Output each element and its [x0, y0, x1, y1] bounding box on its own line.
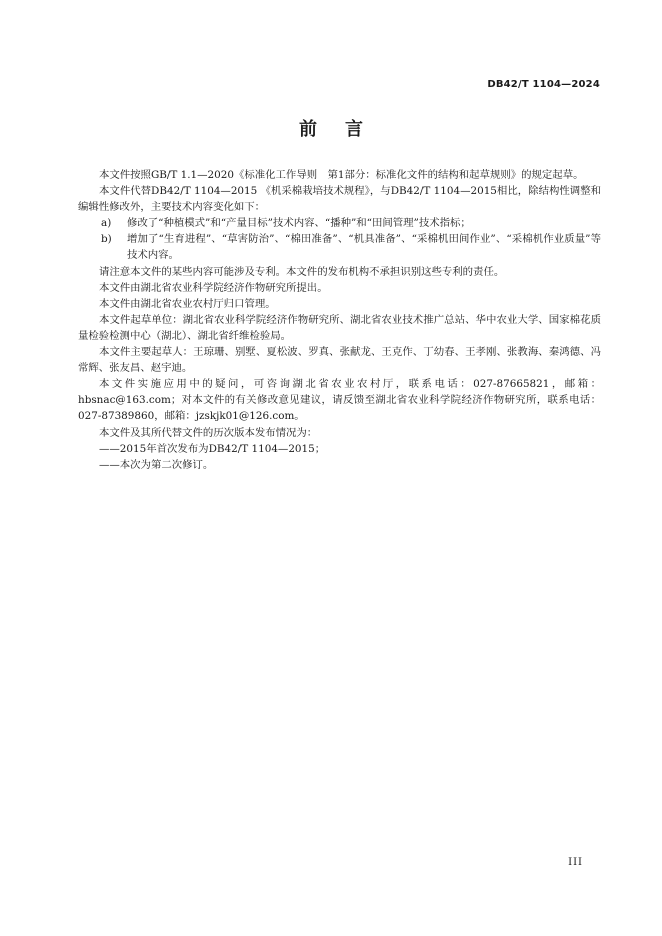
page-number: III — [568, 857, 583, 868]
page-title — [0, 115, 662, 141]
list-item — [78, 215, 601, 231]
title-char-1: 前 — [299, 119, 317, 140]
paragraph-contact: 本文件实施应用中的疑问，可咨询湖北省农业农村厅，联系电话：027-87665821，邮箱：hbsnac@163.com；对本文件的有关修改意见建议，请反馈至湖北省农业科学院经济作物研究所，联系电话：027-87389860，邮箱：jzskjk01@126.com。 — [78, 378, 601, 423]
paragraph-drafters: 本文件主要起草人：王琼珊、别墅、夏松波、罗真、张献龙、王克作、丁幼春、王孝刚、张教海、秦鸿德、冯常辉、张友昌、赵宇迪。 — [78, 346, 601, 375]
history-item: ——2015年首次发布为DB42/T 1104—2015； — [99, 442, 326, 455]
history-item: ——本次为第二次修订。 — [99, 458, 214, 471]
paragraph-drafting-rules: 本文件按照GB/T 1.1—2020《标准化工作导则 第1部分：标准化文件的结构和起草规则》的规定起草。 — [99, 169, 584, 181]
document-code: DB42/T 1104—2024 — [487, 79, 600, 90]
list-item-text: 修改了“种植模式”和“产量目标”技术内容、“播种”和“田间管理”技术指标； — [127, 217, 471, 230]
paragraph-history-intro: 本文件及其所代替文件的历次版本发布情况为： — [99, 426, 318, 439]
list-item — [78, 231, 601, 263]
list-marker: a) — [101, 217, 112, 230]
title-char-2: 言 — [345, 119, 363, 140]
paragraph-replacement: 本文件代替DB42/T 1104—2015 《机采棉栽培技术规程》，与DB42/T 1104—2015相比，除结构性调整和编辑性修改外，主要技术内容变化如下： — [78, 185, 601, 214]
foreword-body — [78, 167, 601, 473]
list-marker: b) — [101, 233, 112, 246]
paragraph-proposer: 本文件由湖北省农业科学院经济作物研究所提出。 — [99, 281, 328, 294]
paragraph-administrator: 本文件由湖北省农业农村厅归口管理。 — [99, 297, 276, 310]
paragraph-patent-notice: 请注意本文件的某些内容可能涉及专利。本文件的发布机构不承担识别这些专利的责任。 — [99, 265, 505, 278]
list-item-text: 增加了“生育进程”、“草害防治”、“棉田准备”、“机具准备”、“采棉机田间作业”、“采棉机作业质量”等技术内容。 — [127, 233, 601, 262]
paragraph-drafting-units: 本文件起草单位：湖北省农业科学院经济作物研究所、湖北省农业技术推广总站、华中农业大学、国家棉花质量检验检测中心（湖北）、湖北省纤维检验局。 — [78, 313, 601, 342]
